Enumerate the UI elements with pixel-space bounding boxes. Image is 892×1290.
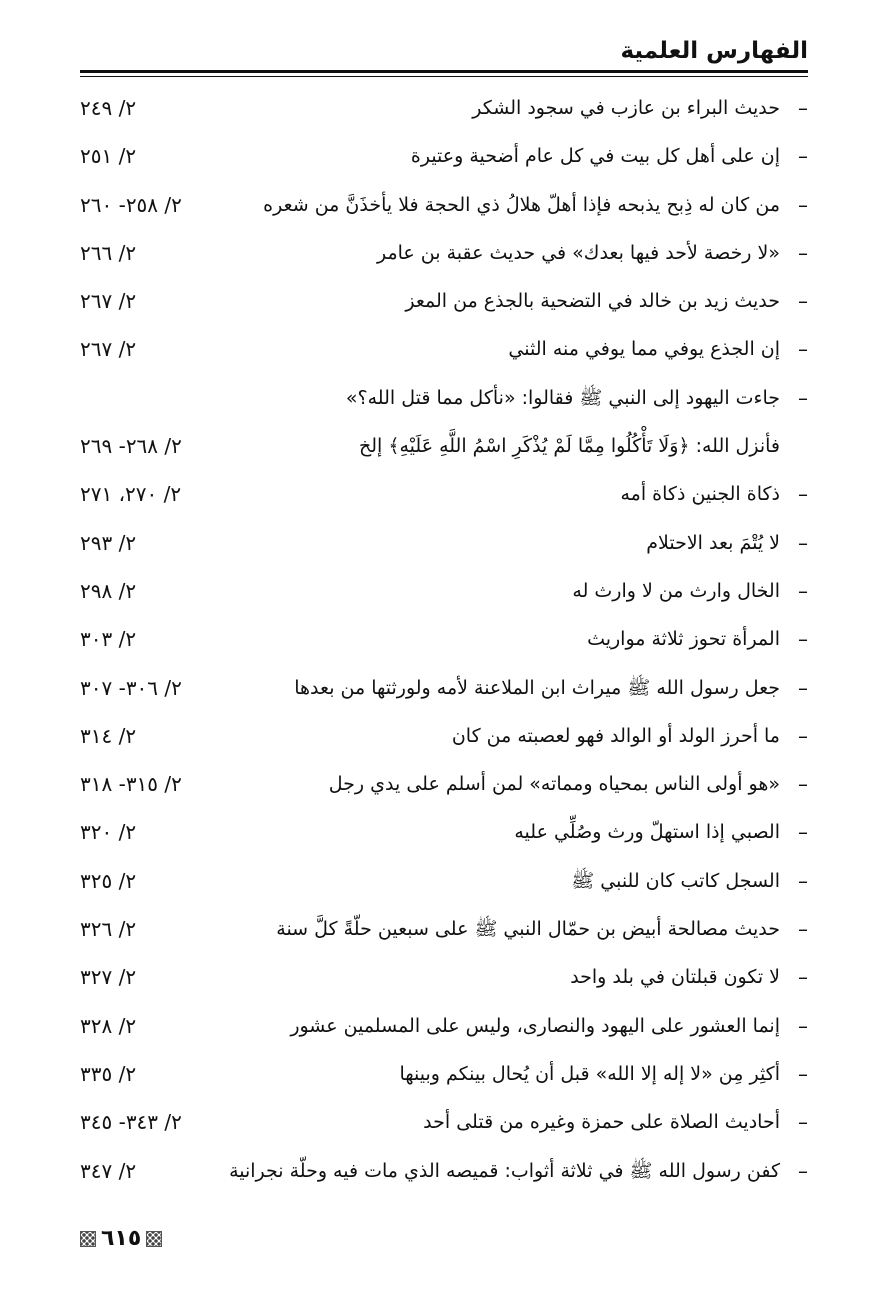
entry-text: جاءت اليهود إلى النبي ﷺ فقالوا: «نأكل مما قتل الله؟»: [345, 386, 780, 409]
index-entry: [80, 181, 808, 229]
index-entry: [80, 84, 808, 132]
entry-dash: –: [798, 240, 808, 265]
entry-page-ref: ٢/ ٣٢٧: [80, 965, 137, 990]
index-entry: [80, 712, 808, 760]
entry-page-ref: ٢/ ٢٦٧: [80, 289, 137, 314]
entry-text: كفن رسول الله ﷺ في ثلاثة أثواب: قميصه الذي مات فيه وحلّة نجرانية: [229, 1159, 780, 1182]
entry-dash: –: [798, 96, 808, 120]
entry-text: الصبي إذا استهلّ ورث وصُلِّي عليه: [514, 821, 780, 844]
entry-dash: –: [798, 578, 808, 603]
index-entry: [80, 1050, 808, 1098]
index-entry: [80, 953, 808, 1001]
entry-page-ref: ٢/ ٣٣٥: [80, 1061, 137, 1086]
entry-text: إن على أهل كل بيت في كل عام أضحية وعتيرة: [410, 145, 780, 168]
page-title: الفهارس العلمية: [620, 38, 808, 64]
header-rule-thin: [80, 76, 808, 77]
entry-text: أكثِر مِن «لا إله إلا الله» قبل أن يُحال بينكم وبينها: [399, 1062, 780, 1085]
entry-text: لا تكون قبلتان في بلد واحد: [570, 966, 780, 989]
entry-page-ref: ٢/ ٣٤٣- ٣٤٥: [80, 1110, 182, 1135]
index-entry: [80, 664, 808, 712]
entry-dash: –: [798, 723, 808, 748]
entry-text: إن الجذع يوفي مما يوفي منه الثني: [508, 338, 780, 361]
entry-dash: –: [798, 337, 808, 362]
entry-page-ref: ٢/ ٣٢٦: [80, 917, 137, 942]
index-entry: [80, 1147, 808, 1195]
entry-page-ref: ٢/ ٢٦٧: [80, 337, 137, 362]
entry-page-ref: ٢/ ٢٩٨: [80, 578, 137, 603]
entry-text: فأنزل الله: ﴿وَلَا تَأْكُلُوا مِمَّا لَمْ يُذْكَرِ اسْمُ اللَّهِ عَلَيْهِ﴾ إلخ: [358, 435, 780, 458]
entry-dash: –: [798, 1061, 808, 1086]
entry-dash: –: [798, 482, 808, 507]
entry-page-ref: ٢/ ٣٢٨: [80, 1013, 137, 1038]
index-entry: [80, 905, 808, 953]
entry-text: أحاديث الصلاة على حمزة وغيره من قتلى أحد: [423, 1111, 780, 1134]
entry-page-ref: ٢/ ٣١٤: [80, 723, 137, 748]
entry-text: لا يُتْمَ بعد الاحتلام: [646, 531, 780, 554]
entry-dash: –: [798, 1013, 808, 1038]
index-entry: [80, 519, 808, 567]
index-entries-list: [80, 84, 808, 1195]
entry-page-ref: ٢/ ٣٢٠: [80, 820, 137, 845]
entry-text: حديث مصالحة أبيض بن حمّال النبي ﷺ على سبعين حلّةً كلَّ سنة: [276, 918, 780, 941]
entry-text: إنما العشور على اليهود والنصارى، وليس على المسلمين عشور: [290, 1014, 780, 1037]
index-entry: [80, 857, 808, 905]
entry-page-ref: ٢/ ٣٠٣: [80, 627, 137, 652]
entry-page-ref: ٢/ ٢٥١: [80, 144, 137, 169]
entry-dash: –: [798, 144, 808, 169]
entry-text: حديث البراء بن عازب في سجود الشكر: [472, 97, 780, 119]
index-entry: [80, 615, 808, 663]
index-entry: [80, 1002, 808, 1050]
index-entry: [80, 132, 808, 180]
entry-page-ref: ٢/ ٢٩٣: [80, 530, 137, 555]
ornament-icon: [146, 1231, 162, 1247]
entry-text: ما أحرز الولد أو الوالد فهو لعصبته من كان: [451, 724, 780, 747]
entry-page-ref: ٢/ ٢٧٠، ٢٧١: [80, 482, 182, 507]
index-entry: [80, 325, 808, 373]
entry-dash: –: [798, 917, 808, 942]
index-entry: [80, 760, 808, 808]
index-entry: [80, 229, 808, 277]
entry-text: «لا رخصة لأحد فيها بعدك» في حديث عقبة بن عامر: [376, 241, 780, 264]
ornament-icon: [80, 1231, 96, 1247]
page-number: [80, 1226, 162, 1251]
entry-dash: –: [798, 772, 808, 797]
entry-page-ref: ٢/ ٣١٥- ٣١٨: [80, 772, 182, 797]
entry-text: جعل رسول الله ﷺ ميراث ابن الملاعنة لأمه ولورثتها من بعدها: [294, 676, 780, 699]
entry-dash: –: [798, 965, 808, 990]
entry-dash: –: [798, 1158, 808, 1183]
entry-dash: –: [798, 385, 808, 410]
entry-dash: –: [798, 1110, 808, 1135]
entry-text: المرأة تحوز ثلاثة مواريث: [587, 628, 780, 651]
index-entry: [80, 277, 808, 325]
entry-text: ذكاة الجنين ذكاة أمه: [620, 483, 780, 506]
entry-page-ref: ٢/ ٣٤٧: [80, 1158, 137, 1183]
entry-text: «هو أولى الناس بمحياه ومماته» لمن أسلم على يدي رجل: [328, 773, 780, 796]
index-entry: [80, 1098, 808, 1146]
entry-dash: –: [798, 675, 808, 700]
index-entry: [80, 422, 808, 470]
header-rule-thick: [80, 70, 808, 73]
entry-dash: –: [798, 530, 808, 555]
entry-page-ref: ٢/ ٣٠٦- ٣٠٧: [80, 675, 182, 700]
entry-text: الخال وارث من لا وارث له: [572, 579, 780, 602]
index-entry: [80, 374, 808, 422]
entry-text: من كان له ذِبح يذبحه فإذا أهلّ هلالُ ذي الحجة فلا يأخذَنَّ من شعره: [263, 193, 780, 216]
index-entry: [80, 808, 808, 856]
entry-text: حديث زيد بن خالد في التضحية بالجذع من المعز: [405, 290, 780, 313]
index-entry: [80, 567, 808, 615]
entry-page-ref: ٢/ ٣٢٥: [80, 868, 137, 893]
entry-page-ref: ٢/ ٢٥٨- ٢٦٠: [80, 192, 182, 217]
entry-dash: –: [798, 820, 808, 845]
entry-dash: –: [798, 192, 808, 217]
entry-dash: –: [798, 627, 808, 652]
entry-page-ref: ٢/ ٢٦٨- ٢٦٩: [80, 434, 182, 459]
entry-dash: –: [798, 289, 808, 314]
page-number-text: ٦١٥: [101, 1226, 142, 1251]
index-entry: [80, 470, 808, 518]
entry-page-ref: ٢/ ٢٤٩: [80, 96, 137, 120]
entry-dash: –: [798, 868, 808, 893]
entry-page-ref: ٢/ ٢٦٦: [80, 240, 137, 265]
entry-text: السجل كاتب كان للنبي ﷺ: [571, 869, 780, 892]
